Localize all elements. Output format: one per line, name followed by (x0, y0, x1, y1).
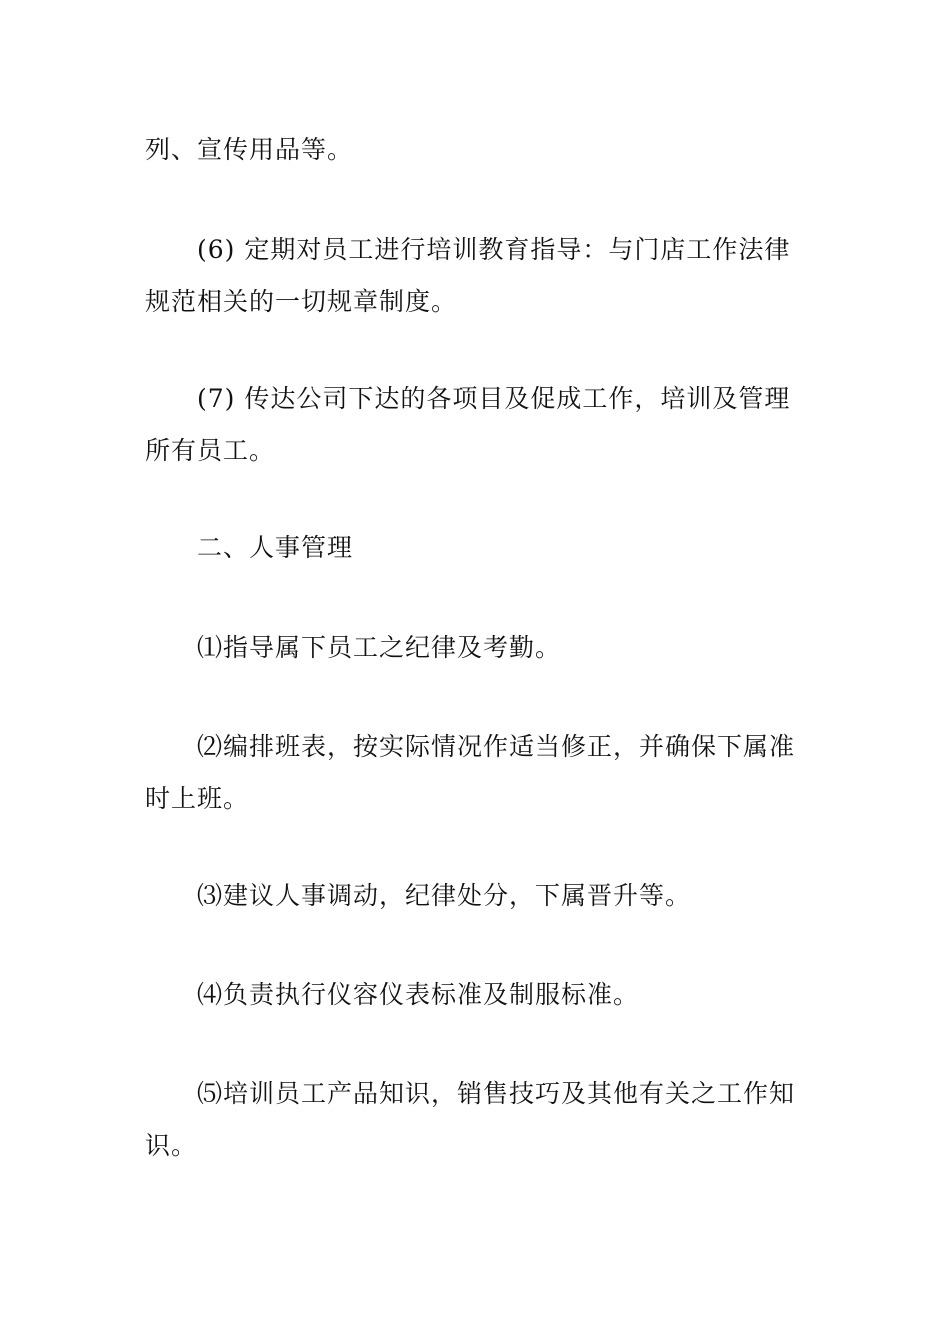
text-line: ⑸培训员工产品知识，销售技巧及其他有关之工作知 (197, 1079, 796, 1108)
text-line: (6) 定期对员工进行培训教育指导：与门店工作法律 (197, 235, 791, 264)
paragraph-item-6 (145, 224, 805, 328)
text-line: ⑶建议人事调动，纪律处分，下属晋升等。 (197, 881, 692, 910)
text-line: 规范相关的一切规章制度。 (145, 287, 458, 316)
text-line: ⑴指导属下员工之纪律及考勤。 (197, 633, 562, 662)
paragraph-hr-3 (145, 870, 805, 922)
text-line: 时上班。 (145, 784, 250, 813)
paragraph-hr-2 (145, 721, 805, 825)
section-title: 二、人事管理 (197, 533, 354, 562)
text-line: 所有员工。 (145, 436, 276, 465)
section-heading (145, 522, 805, 574)
text-line: 列、宣传用品等。 (145, 135, 354, 164)
paragraph-hr-5 (145, 1068, 805, 1172)
paragraph-item-7 (145, 373, 805, 477)
paragraph-hr-4 (145, 969, 805, 1021)
text-line: (7) 传达公司下达的各项目及促成工作，培训及管理 (197, 384, 791, 413)
text-line: 识。 (145, 1131, 198, 1160)
text-line: ⑷负责执行仪容仪表标准及制服标准。 (197, 980, 640, 1009)
text-line: ⑵编排班表，按实际情况作适当修正，并确保下属准 (197, 732, 796, 761)
paragraph-hr-1 (145, 622, 805, 674)
paragraph-continuation (145, 124, 805, 176)
